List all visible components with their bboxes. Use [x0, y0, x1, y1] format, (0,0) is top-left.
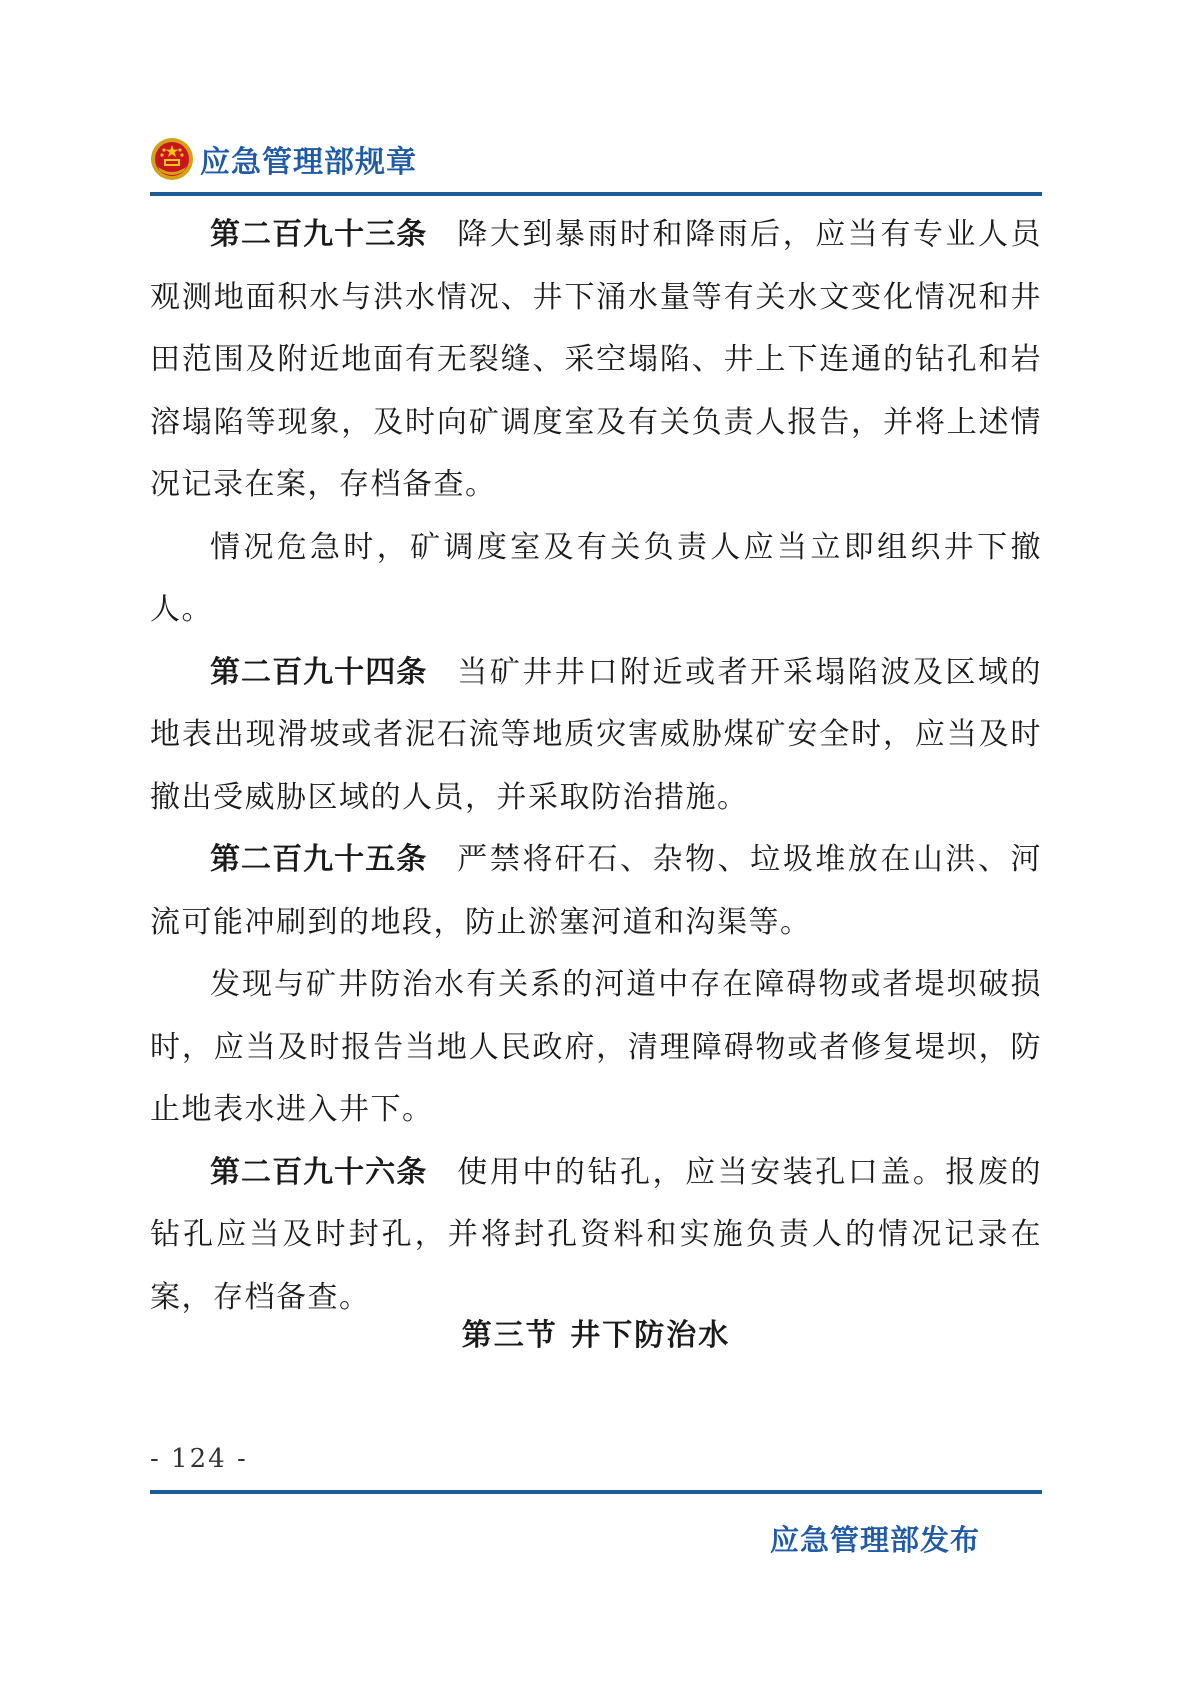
footer-publisher: 应急管理部发布	[770, 1523, 981, 1557]
page-header	[150, 126, 417, 192]
article-number: 第二百九十四条	[210, 654, 428, 690]
page-number: - 124 -	[150, 1444, 248, 1474]
document-body	[150, 204, 1042, 1329]
article-293-paragraph-2	[150, 517, 1042, 642]
article-number: 第二百九十六条	[210, 1154, 428, 1190]
article-text: 严禁将矸石、杂物、垃圾堆放在山洪、河流可能冲刷到的地段，防止淤塞河道和沟渠等。	[150, 842, 1043, 940]
article-295-paragraph-2	[150, 954, 1042, 1142]
header-title: 应急管理部规章	[200, 145, 417, 180]
article-number: 第二百九十五条	[210, 842, 428, 877]
article-294	[150, 642, 1042, 830]
article-text: 当矿井井口附近或者开采塌陷波及区域的地表出现滑坡或者泥石流等地质灾害威胁煤矿安全时，应当及时撤出受威胁区域的人员，并采取防治措施。	[150, 654, 1043, 815]
article-number: 第二百九十三条	[210, 217, 428, 252]
national-emblem-icon	[150, 137, 194, 181]
article-text: 发现与矿井防治水有关系的河道中存在障碍物或者堤坝破损时，应当及时报告当地人民政府，清理障碍物或者修复堤坝，防止地表水进入井下。	[150, 967, 1042, 1127]
footer-divider	[150, 1490, 1042, 1494]
header-divider	[150, 192, 1042, 196]
article-text: 降大到暴雨时和降雨后，应当有专业人员观测地面积水与洪水情况、井下涌水量等有关水文变化情况和井田范围及附近地面有无裂缝、采空塌陷、井上下连通的钻孔和岩溶塌陷等现象，及时向矿调度室及有关负责人报告，并将上述情况记录在案，存档备查。	[150, 217, 1043, 502]
article-296	[150, 1142, 1042, 1330]
section-title: 第三节 井下防治水	[461, 1318, 731, 1353]
article-text: 情况危急时，矿调度室及有关负责人应当立即组织井下撤人。	[150, 529, 1042, 627]
article-293	[150, 204, 1042, 517]
article-295	[150, 829, 1042, 954]
article-text: 使用中的钻孔，应当安装孔口盖。报废的钻孔应当及时封孔，并将封孔资料和实施负责人的情况记录在案，存档备查。	[150, 1154, 1043, 1315]
